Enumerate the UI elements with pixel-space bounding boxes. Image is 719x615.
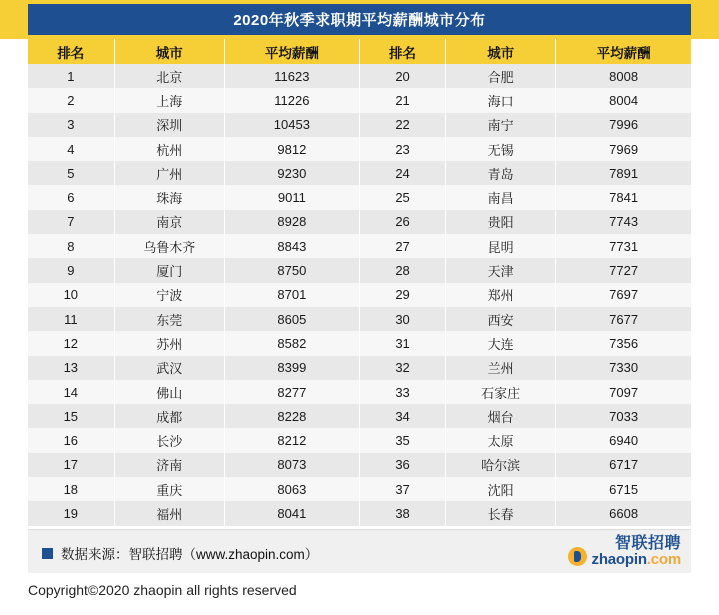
cell-rank-right: 36 [359, 453, 445, 477]
cell-rank-left: 17 [28, 453, 114, 477]
col-header-salary-left: 平均薪酬 [224, 39, 359, 64]
logo-chinese-name: 智联招聘 [614, 535, 681, 552]
cell-city-right: 南宁 [446, 113, 556, 137]
cell-rank-left: 12 [28, 331, 114, 355]
cell-salary-right: 6715 [556, 477, 691, 501]
table-row [28, 137, 691, 161]
cell-rank-left: 14 [28, 380, 114, 404]
cell-rank-right: 21 [359, 88, 445, 112]
cell-city-left: 广州 [114, 161, 224, 185]
cell-rank-right: 35 [359, 428, 445, 452]
logo-text-stack [592, 536, 681, 567]
cell-salary-right: 7996 [556, 113, 691, 137]
cell-salary-left: 8073 [224, 453, 359, 477]
cell-salary-left: 8582 [224, 331, 359, 355]
cell-city-right: 贵阳 [446, 210, 556, 234]
cell-city-right: 沈阳 [446, 477, 556, 501]
cell-rank-left: 16 [28, 428, 114, 452]
cell-salary-right: 7841 [556, 185, 691, 209]
cell-salary-left: 8277 [224, 380, 359, 404]
cell-rank-right: 29 [359, 283, 445, 307]
logo-english-name: zhaopin.com [591, 551, 681, 568]
table-body [28, 64, 691, 526]
cell-salary-right: 6940 [556, 428, 691, 452]
cell-salary-left: 8750 [224, 258, 359, 282]
table-row [28, 88, 691, 112]
col-header-rank-right: 排名 [359, 39, 445, 64]
table-row [28, 210, 691, 234]
cell-rank-left: 18 [28, 477, 114, 501]
cell-rank-right: 32 [359, 356, 445, 380]
cell-salary-right: 7891 [556, 161, 691, 185]
cell-rank-right: 27 [359, 234, 445, 258]
cell-city-left: 长沙 [114, 428, 224, 452]
col-header-city-right: 城市 [446, 39, 556, 64]
cell-salary-left: 8228 [224, 404, 359, 428]
cell-city-right: 无锡 [446, 137, 556, 161]
cell-rank-right: 31 [359, 331, 445, 355]
cell-rank-right: 30 [359, 307, 445, 331]
table-row [28, 283, 691, 307]
cell-rank-left: 2 [28, 88, 114, 112]
cell-salary-right: 7697 [556, 283, 691, 307]
col-header-rank-left: 排名 [28, 39, 114, 64]
cell-city-left: 珠海 [114, 185, 224, 209]
cell-city-left: 上海 [114, 88, 224, 112]
cell-city-left: 武汉 [114, 356, 224, 380]
cell-city-right: 海口 [446, 88, 556, 112]
cell-rank-right: 22 [359, 113, 445, 137]
cell-salary-left: 8041 [224, 501, 359, 525]
cell-salary-left: 11226 [224, 88, 359, 112]
cell-salary-left: 8399 [224, 356, 359, 380]
cell-city-right: 太原 [446, 428, 556, 452]
cell-salary-left: 8605 [224, 307, 359, 331]
cell-salary-right: 7356 [556, 331, 691, 355]
cell-city-left: 北京 [114, 64, 224, 88]
cell-city-right: 兰州 [446, 356, 556, 380]
title-banner [0, 0, 719, 39]
cell-rank-right: 20 [359, 64, 445, 88]
cell-rank-left: 7 [28, 210, 114, 234]
cell-rank-left: 9 [28, 258, 114, 282]
cell-rank-right: 28 [359, 258, 445, 282]
cell-rank-left: 11 [28, 307, 114, 331]
cell-city-left: 宁波 [114, 283, 224, 307]
cell-rank-left: 1 [28, 64, 114, 88]
table-row [28, 64, 691, 88]
table-row [28, 428, 691, 452]
cell-rank-left: 10 [28, 283, 114, 307]
cell-salary-right: 7969 [556, 137, 691, 161]
cell-city-right: 郑州 [446, 283, 556, 307]
cell-city-right: 南昌 [446, 185, 556, 209]
cell-salary-right: 7727 [556, 258, 691, 282]
table-header-row [28, 39, 691, 64]
cell-rank-right: 34 [359, 404, 445, 428]
cell-city-left: 东莞 [114, 307, 224, 331]
table-row [28, 477, 691, 501]
cell-city-right: 合肥 [446, 64, 556, 88]
table-row [28, 185, 691, 209]
cell-rank-left: 15 [28, 404, 114, 428]
cell-city-right: 大连 [446, 331, 556, 355]
source-note [42, 543, 318, 563]
cell-salary-right: 7330 [556, 356, 691, 380]
cell-rank-left: 13 [28, 356, 114, 380]
cell-salary-left: 9812 [224, 137, 359, 161]
cell-salary-left: 9011 [224, 185, 359, 209]
cell-salary-right: 6608 [556, 501, 691, 525]
cell-salary-right: 6717 [556, 453, 691, 477]
cell-city-left: 乌鲁木齐 [114, 234, 224, 258]
cell-rank-right: 33 [359, 380, 445, 404]
table-row [28, 404, 691, 428]
cell-rank-right: 26 [359, 210, 445, 234]
cell-city-left: 重庆 [114, 477, 224, 501]
cell-city-right: 长春 [446, 501, 556, 525]
col-header-salary-right: 平均薪酬 [556, 39, 691, 64]
cell-salary-right: 8004 [556, 88, 691, 112]
salary-table [28, 39, 691, 526]
cell-city-left: 济南 [114, 453, 224, 477]
cell-rank-right: 24 [359, 161, 445, 185]
table-row [28, 307, 691, 331]
cell-city-right: 石家庄 [446, 380, 556, 404]
source-strip [28, 529, 691, 573]
bottom-left-spacer [0, 529, 28, 615]
cell-city-left: 佛山 [114, 380, 224, 404]
cell-city-right: 青岛 [446, 161, 556, 185]
col-header-city-left: 城市 [114, 39, 224, 64]
cell-salary-left: 10453 [224, 113, 359, 137]
cell-rank-left: 4 [28, 137, 114, 161]
cell-city-left: 杭州 [114, 137, 224, 161]
table-row [28, 234, 691, 258]
source-label: 数据来源：智联招聘（www.zhaopin.com） [61, 547, 319, 562]
bullet-square-icon [42, 548, 53, 559]
cell-rank-left: 6 [28, 185, 114, 209]
logo-mark-icon [568, 547, 587, 566]
table-row [28, 453, 691, 477]
cell-city-right: 烟台 [446, 404, 556, 428]
table-row [28, 380, 691, 404]
cell-rank-right: 38 [359, 501, 445, 525]
cell-rank-right: 37 [359, 477, 445, 501]
cell-city-left: 厦门 [114, 258, 224, 282]
cell-city-left: 苏州 [114, 331, 224, 355]
cell-rank-right: 23 [359, 137, 445, 161]
cell-rank-left: 3 [28, 113, 114, 137]
cell-city-left: 成都 [114, 404, 224, 428]
title-left-accent [0, 0, 28, 39]
table-head [28, 39, 691, 64]
table-row [28, 501, 691, 525]
cell-city-right: 西安 [446, 307, 556, 331]
cell-salary-right: 7731 [556, 234, 691, 258]
cell-city-left: 南京 [114, 210, 224, 234]
table-row [28, 331, 691, 355]
cell-salary-left: 8063 [224, 477, 359, 501]
cell-salary-left: 8212 [224, 428, 359, 452]
cell-rank-left: 19 [28, 501, 114, 525]
cell-salary-left: 9230 [224, 161, 359, 185]
cell-salary-right: 7033 [556, 404, 691, 428]
cell-salary-right: 8008 [556, 64, 691, 88]
cell-city-left: 福州 [114, 501, 224, 525]
table-row [28, 258, 691, 282]
table-row [28, 161, 691, 185]
cell-salary-right: 7743 [556, 210, 691, 234]
cell-city-right: 昆明 [446, 234, 556, 258]
cell-city-left: 深圳 [114, 113, 224, 137]
cell-city-right: 哈尔滨 [446, 453, 556, 477]
cell-salary-right: 7097 [556, 380, 691, 404]
cell-salary-left: 8928 [224, 210, 359, 234]
cell-rank-left: 5 [28, 161, 114, 185]
cell-salary-left: 8701 [224, 283, 359, 307]
cell-city-right: 天津 [446, 258, 556, 282]
table-row [28, 356, 691, 380]
table-row [28, 113, 691, 137]
cell-salary-left: 8843 [224, 234, 359, 258]
cell-rank-left: 8 [28, 234, 114, 258]
cell-rank-right: 25 [359, 185, 445, 209]
cell-salary-left: 11623 [224, 64, 359, 88]
page-title: 2020年秋季求职期平均薪酬城市分布 [28, 4, 691, 35]
copyright-text: Copyright©2020 zhaopin all rights reserved [28, 582, 297, 598]
zhaopin-logo[interactable] [568, 536, 681, 567]
cell-salary-right: 7677 [556, 307, 691, 331]
